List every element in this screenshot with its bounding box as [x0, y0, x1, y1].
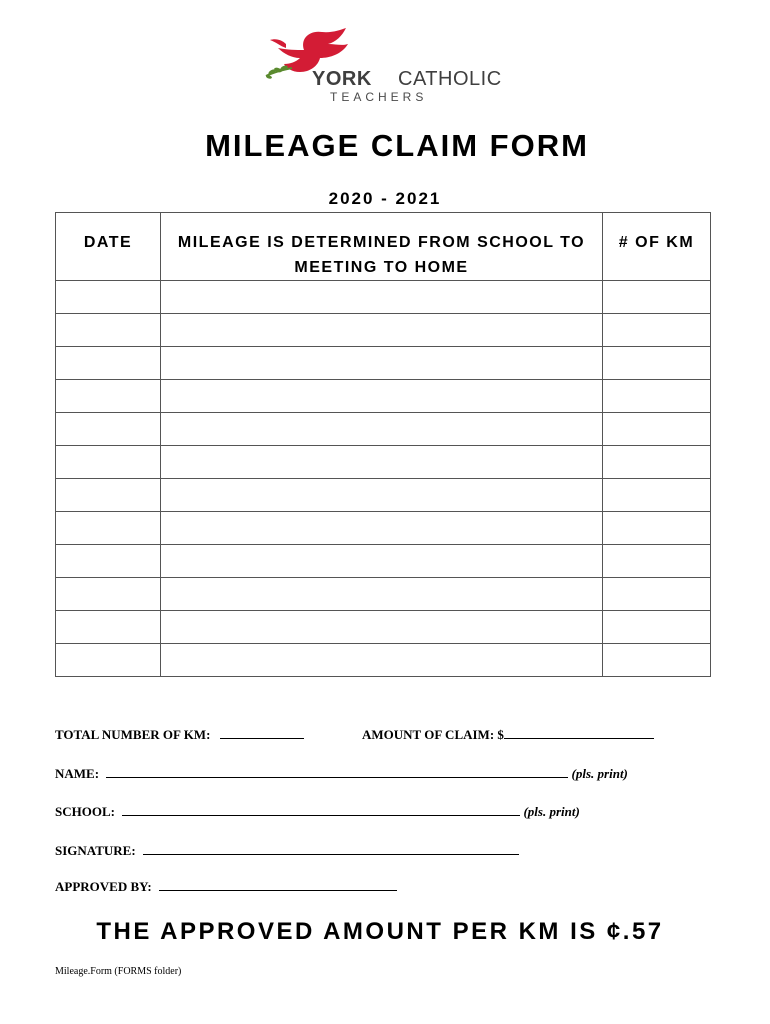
cell-km[interactable]: [603, 611, 711, 644]
table-header-row: [56, 213, 711, 281]
york-catholic-teachers-logo: [262, 28, 532, 108]
cell-desc[interactable]: [161, 347, 603, 380]
total-km-input[interactable]: [220, 726, 304, 739]
amount-label: AMOUNT OF CLAIM: $: [362, 727, 504, 742]
approved-by-label: APPROVED BY:: [55, 879, 152, 894]
table-row: [56, 446, 711, 479]
approved-amount-notice: THE APPROVED AMOUNT PER KM IS ¢.57: [96, 918, 664, 945]
cell-date[interactable]: [56, 644, 161, 677]
cell-km[interactable]: [603, 479, 711, 512]
table-row: [56, 611, 711, 644]
approved-by-input[interactable]: [159, 878, 397, 891]
cell-desc[interactable]: [161, 446, 603, 479]
table-row: [56, 644, 711, 677]
cell-date[interactable]: [56, 314, 161, 347]
cell-km[interactable]: [603, 644, 711, 677]
cell-km[interactable]: [603, 446, 711, 479]
header-km: # OF KM: [603, 213, 711, 281]
table-row: [56, 413, 711, 446]
amount-field: [362, 726, 654, 743]
cell-km[interactable]: [603, 545, 711, 578]
cell-desc[interactable]: [161, 611, 603, 644]
signature-input[interactable]: [143, 842, 519, 855]
cell-desc[interactable]: [161, 545, 603, 578]
cell-date[interactable]: [56, 512, 161, 545]
cell-desc[interactable]: [161, 281, 603, 314]
logo-york: YORK: [312, 68, 372, 90]
cell-desc[interactable]: [161, 512, 603, 545]
cell-desc[interactable]: [161, 413, 603, 446]
cell-km[interactable]: [603, 512, 711, 545]
form-title: MILEAGE CLAIM FORM: [205, 128, 589, 163]
cell-date[interactable]: [56, 545, 161, 578]
logo-teachers: TEACHERS: [330, 90, 428, 104]
cell-date[interactable]: [56, 611, 161, 644]
school-note: (pls. print): [523, 804, 580, 819]
cell-date[interactable]: [56, 281, 161, 314]
school-field: [55, 803, 580, 820]
amount-input[interactable]: [504, 726, 654, 739]
total-km-label: TOTAL NUMBER OF KM:: [55, 727, 211, 742]
table-row: [56, 545, 711, 578]
table-row: [56, 512, 711, 545]
table-row: [56, 347, 711, 380]
table-row: [56, 479, 711, 512]
mileage-table: [55, 212, 711, 677]
name-input[interactable]: [106, 765, 568, 778]
total-km-field: [55, 726, 304, 743]
cell-km[interactable]: [603, 347, 711, 380]
cell-km[interactable]: [603, 281, 711, 314]
signature-field: [55, 842, 519, 859]
cell-date[interactable]: [56, 479, 161, 512]
logo-catholic: CATHOLIC: [398, 68, 502, 90]
cell-desc[interactable]: [161, 578, 603, 611]
table-row: [56, 380, 711, 413]
header-mileage: MILEAGE IS DETERMINED FROM SCHOOL TO MEETING TO HOME: [161, 213, 603, 281]
name-note: (pls. print): [571, 766, 628, 781]
cell-desc[interactable]: [161, 314, 603, 347]
cell-km[interactable]: [603, 314, 711, 347]
table-row: [56, 281, 711, 314]
cell-km[interactable]: [603, 578, 711, 611]
cell-date[interactable]: [56, 347, 161, 380]
cell-date[interactable]: [56, 380, 161, 413]
cell-date[interactable]: [56, 578, 161, 611]
cell-km[interactable]: [603, 380, 711, 413]
cell-desc[interactable]: [161, 644, 603, 677]
table-row: [56, 578, 711, 611]
signature-label: SIGNATURE:: [55, 843, 136, 858]
cell-date[interactable]: [56, 413, 161, 446]
name-label: NAME:: [55, 766, 100, 781]
school-input[interactable]: [122, 803, 520, 816]
school-year: 2020 - 2021: [328, 189, 442, 208]
table-row: [56, 314, 711, 347]
approved-by-field: [55, 878, 397, 895]
cell-desc[interactable]: [161, 380, 603, 413]
school-label: SCHOOL:: [55, 804, 115, 819]
header-date: DATE: [56, 213, 161, 281]
name-field: [55, 765, 628, 782]
cell-date[interactable]: [56, 446, 161, 479]
footer-note: Mileage.Form (FORMS folder): [55, 966, 182, 977]
cell-km[interactable]: [603, 413, 711, 446]
cell-desc[interactable]: [161, 479, 603, 512]
